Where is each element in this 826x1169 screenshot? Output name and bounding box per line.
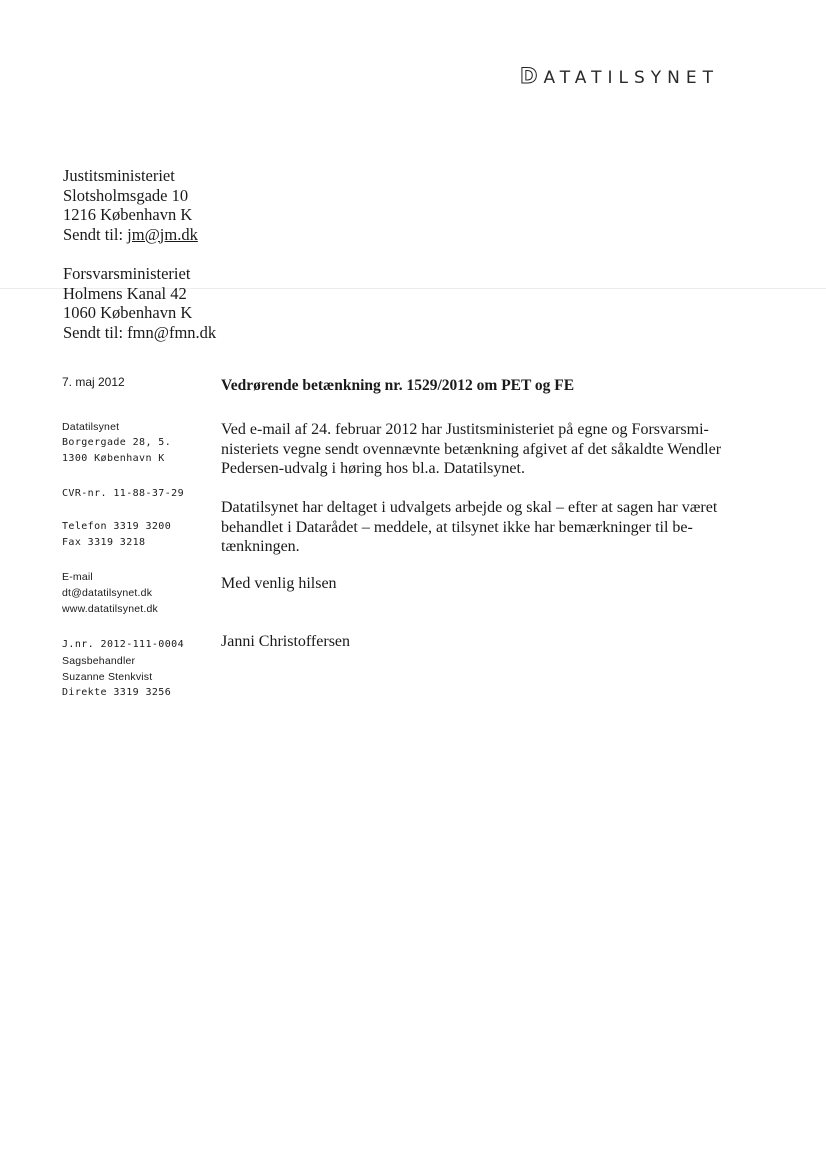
sender-phone-block: [62, 519, 212, 551]
sender-city: 1300 København K: [62, 453, 165, 464]
recipient-street: Holmens Kanal 42: [63, 283, 187, 303]
sender-fax: Fax 3319 3218: [62, 537, 146, 548]
body-paragraph-2: [221, 498, 761, 557]
letter-date: 7. maj 2012: [62, 375, 125, 389]
recipient-name: Forsvarsministeriet: [63, 264, 191, 283]
sender-cvr: CVR-nr. 11-88-37-29: [62, 488, 184, 499]
body-line: tænkningen.: [221, 538, 300, 555]
sender-org: Datatilsynet: [62, 421, 120, 433]
body-line: behandlet i Datarådet – meddele, at tilsynet ikke har bemærkninger til be-: [221, 518, 693, 536]
sender-phone: Telefon 3319 3200: [62, 521, 172, 532]
body-line: Pedersen-udvalg i høring hos bl.a. Datatilsynet.: [221, 460, 525, 477]
body-line: nisteriets vegne sendt ovennævnte betænkning afgivet af det såkaldte Wendler: [221, 440, 722, 458]
recipient-city: 1060 København K: [63, 303, 193, 322]
recipient-name: Justitsministeriet: [63, 166, 175, 185]
caseworker-label: Sagsbehandler: [62, 655, 136, 667]
sender-case-block: [62, 637, 212, 701]
recipient-address-2: [63, 264, 216, 342]
journal-number: J.nr. 2012-111-0004: [62, 639, 184, 650]
recipient-street: Slotsholmsgade 10: [63, 185, 189, 205]
sent-label: Sendt til:: [63, 322, 128, 342]
logo-initial: D: [520, 64, 544, 88]
direct-phone: Direkte 3319 3256: [62, 687, 172, 698]
signer-name: Janni Christoffersen: [221, 633, 351, 650]
recipient-city: 1216 København K: [63, 205, 193, 224]
recipient-email: fmn@fmn.dk: [127, 322, 217, 342]
closing-greeting: Med venlig hilsen: [221, 575, 337, 592]
body-line: Datatilsynet har deltaget i udvalgets arbejde og skal – efter at sagen har været: [221, 499, 718, 516]
sender-cvr-block: [62, 486, 212, 502]
body-line: Ved e-mail af 24. februar 2012 har Justitsministeriet på egne og Forsvarsmi-: [221, 421, 709, 438]
recipient-sent-line: [63, 323, 216, 343]
sender-email: dt@datatilsynet.dk: [62, 587, 153, 599]
sender-web: www.datatilsynet.dk: [62, 603, 159, 615]
sender-email-label: E-mail: [62, 571, 93, 583]
body-paragraph-1: [221, 420, 761, 479]
datatilsynet-logo: [520, 64, 746, 92]
recipient-address-1: [63, 166, 198, 244]
logo-rest: ATATILSYNET: [543, 68, 720, 88]
recipient-sent-line: [63, 225, 198, 245]
letter-subject: Vedrørende betænkning nr. 1529/2012 om PET og FE: [221, 377, 575, 394]
sent-label: Sendt til:: [63, 224, 128, 244]
sender-contact-block: [62, 569, 212, 617]
sender-street: Borgergade 28, 5.: [62, 437, 172, 448]
recipient-email-link[interactable]: jm@jm.dk: [127, 224, 198, 244]
sender-address: [62, 419, 212, 467]
caseworker-name: Suzanne Stenkvist: [62, 671, 153, 683]
